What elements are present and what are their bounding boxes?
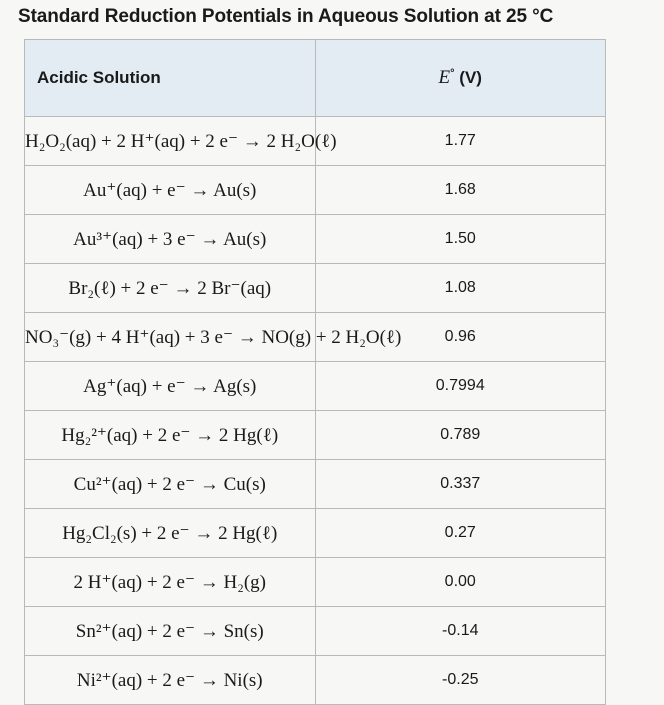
table-row [25, 411, 606, 460]
potential-cell: 0.00 [315, 558, 606, 607]
table-row [25, 460, 606, 509]
table-row [25, 558, 606, 607]
reaction-cell: Br₂(ℓ) + 2 e⁻ → 2 Br⁻(aq) [25, 264, 316, 313]
potential-cell: 0.27 [315, 509, 606, 558]
potential-cell: 0.337 [315, 460, 606, 509]
reaction-cell: Au⁺(aq) + e⁻ → Au(s) [25, 166, 316, 215]
reaction-cell: Hg₂Cl₂(s) + 2 e⁻ → 2 Hg(ℓ) [25, 509, 316, 558]
table-row [25, 656, 606, 705]
potential-cell: 1.08 [315, 264, 606, 313]
table-row [25, 362, 606, 411]
table-row [25, 607, 606, 656]
reaction-cell: H₂O₂(aq) + 2 H⁺(aq) + 2 e⁻ → 2 H₂O(ℓ) [25, 117, 316, 166]
table-header-row [25, 40, 606, 117]
table-row [25, 166, 606, 215]
table-row [25, 117, 606, 166]
header-acidic-solution: Acidic Solution [25, 40, 316, 117]
header-potential-degree: ° [450, 67, 455, 80]
potential-cell: 0.7994 [315, 362, 606, 411]
reaction-cell: Ag⁺(aq) + e⁻ → Ag(s) [25, 362, 316, 411]
header-potential-unit: (V) [459, 68, 482, 87]
potential-cell: 0.789 [315, 411, 606, 460]
table-row [25, 215, 606, 264]
reaction-cell: 2 H⁺(aq) + 2 e⁻ → H₂(g) [25, 558, 316, 607]
potential-cell: 0.96 [315, 313, 606, 362]
potential-cell: 1.50 [315, 215, 606, 264]
page-title: Standard Reduction Potentials in Aqueous Solution at 25 °C [18, 6, 554, 27]
reduction-potentials-table [24, 39, 606, 705]
header-potential-symbol: E [438, 67, 451, 88]
table-row [25, 509, 606, 558]
reaction-cell: Hg₂²⁺(aq) + 2 e⁻ → 2 Hg(ℓ) [25, 411, 316, 460]
table-row [25, 264, 606, 313]
table-row [25, 313, 606, 362]
potential-cell: 1.68 [315, 166, 606, 215]
potential-cell: 1.77 [315, 117, 606, 166]
potential-cell: -0.25 [315, 656, 606, 705]
reaction-cell: Cu²⁺(aq) + 2 e⁻ → Cu(s) [25, 460, 316, 509]
reaction-cell: Au³⁺(aq) + 3 e⁻ → Au(s) [25, 215, 316, 264]
reaction-cell: NO₃⁻(g) + 4 H⁺(aq) + 3 e⁻ → NO(g) + 2 H₂O(ℓ) [25, 313, 316, 362]
reaction-cell: Ni²⁺(aq) + 2 e⁻ → Ni(s) [25, 656, 316, 705]
header-potential [315, 40, 606, 117]
potential-cell: -0.14 [315, 607, 606, 656]
reaction-cell: Sn²⁺(aq) + 2 e⁻ → Sn(s) [25, 607, 316, 656]
